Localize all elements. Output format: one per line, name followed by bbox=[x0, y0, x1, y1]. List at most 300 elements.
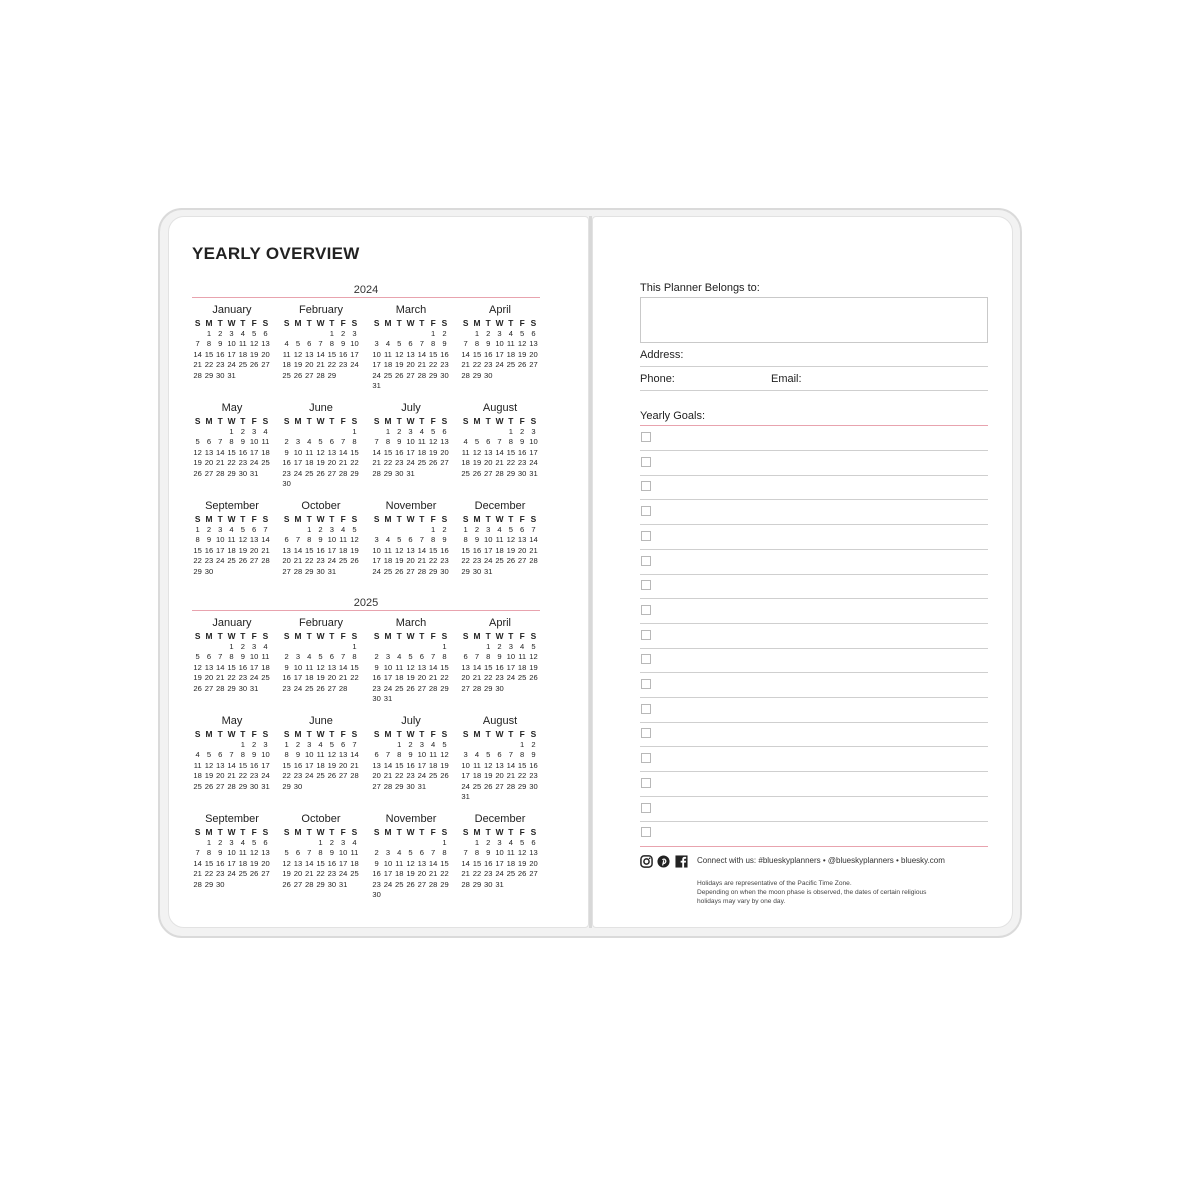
day-cell: 14 bbox=[472, 662, 482, 672]
day-cell: 20 bbox=[495, 771, 504, 781]
day-cell: 9 bbox=[486, 848, 491, 858]
day-cell: 1 bbox=[329, 329, 334, 338]
phone-email-line[interactable] bbox=[640, 390, 988, 391]
day-cell: 24 bbox=[216, 556, 225, 566]
email-label: Email: bbox=[771, 373, 802, 385]
day-cell: 8 bbox=[442, 652, 447, 662]
day-cell: 16 bbox=[495, 662, 504, 672]
day-cell: 25 bbox=[316, 771, 325, 781]
weekday-header: M bbox=[205, 631, 213, 641]
day-cell: 5 bbox=[329, 740, 334, 749]
day-cell: 30 bbox=[440, 566, 449, 576]
day-cell: 13 bbox=[327, 447, 337, 457]
weekday-header: T bbox=[329, 729, 335, 739]
day-cell: 2 bbox=[497, 642, 502, 651]
day-cell: 8 bbox=[307, 535, 312, 545]
day-cell: 10 bbox=[406, 437, 415, 447]
goal-checkbox[interactable] bbox=[641, 531, 651, 541]
day-cell: 26 bbox=[440, 771, 449, 781]
day-cell: 6 bbox=[520, 525, 525, 534]
day-cell: 9 bbox=[442, 535, 447, 545]
month-calendar bbox=[460, 402, 540, 497]
month-name: November bbox=[385, 813, 437, 825]
goal-line[interactable] bbox=[640, 450, 988, 451]
day-cell: 18 bbox=[338, 545, 348, 555]
day-cell: 17 bbox=[216, 545, 225, 555]
weekday-header: S bbox=[283, 318, 290, 328]
page-title: YEARLY OVERVIEW bbox=[192, 244, 360, 263]
day-cell: 13 bbox=[517, 535, 527, 545]
goal-line[interactable] bbox=[640, 549, 988, 550]
day-cell: 9 bbox=[318, 535, 323, 545]
day-cell: 4 bbox=[397, 848, 402, 858]
day-cell: 26 bbox=[193, 468, 202, 478]
day-cell: 21 bbox=[261, 545, 270, 555]
goal-checkbox[interactable] bbox=[641, 506, 651, 516]
day-cell: 29 bbox=[193, 566, 202, 576]
weekday-header: F bbox=[251, 416, 257, 426]
day-cell: 12 bbox=[350, 535, 359, 545]
day-cell: 28 bbox=[338, 683, 348, 693]
day-cell: 16 bbox=[216, 349, 225, 359]
day-cell: 26 bbox=[517, 869, 527, 879]
day-cell: 11 bbox=[305, 662, 314, 672]
weekday-header: S bbox=[373, 631, 380, 641]
day-cell: 13 bbox=[338, 750, 348, 760]
day-cell: 5 bbox=[295, 339, 301, 349]
day-cell: 14 bbox=[461, 858, 470, 868]
day-cell: 20 bbox=[204, 458, 214, 468]
goal-checkbox[interactable] bbox=[641, 630, 651, 640]
goal-line[interactable] bbox=[640, 697, 988, 698]
day-cell: 19 bbox=[472, 458, 482, 468]
day-cell: 11 bbox=[506, 339, 515, 349]
facebook-icon[interactable] bbox=[675, 855, 688, 868]
goal-checkbox[interactable] bbox=[641, 654, 651, 664]
day-cell: 23 bbox=[440, 556, 449, 566]
weekday-header: T bbox=[306, 514, 312, 524]
month-calendar bbox=[281, 715, 361, 810]
goal-checkbox[interactable] bbox=[641, 704, 651, 714]
day-cell: 11 bbox=[339, 535, 348, 545]
day-cell: 2 bbox=[240, 427, 245, 436]
day-cell: 15 bbox=[472, 349, 482, 359]
holiday-note-2: Depending on when the moon phase is observed, the dates of certain religious bbox=[697, 889, 927, 896]
day-cell: 18 bbox=[506, 349, 516, 359]
weekday-header: M bbox=[205, 514, 213, 524]
weekday-header: S bbox=[351, 827, 358, 837]
day-cell: 12 bbox=[440, 750, 449, 760]
year-label: 2024 bbox=[353, 284, 379, 296]
day-cell: 21 bbox=[428, 869, 438, 879]
day-cell: 10 bbox=[372, 545, 381, 555]
pinterest-icon[interactable] bbox=[657, 855, 670, 868]
day-cell: 12 bbox=[484, 760, 493, 770]
day-cell: 29 bbox=[204, 879, 214, 889]
day-cell: 6 bbox=[486, 437, 491, 447]
day-cell: 3 bbox=[352, 329, 357, 338]
day-cell: 29 bbox=[484, 683, 493, 693]
day-cell: 8 bbox=[520, 750, 525, 760]
day-cell: 29 bbox=[472, 879, 482, 889]
weekday-header: S bbox=[351, 514, 358, 524]
day-cell: 26 bbox=[249, 869, 259, 879]
day-cell: 5 bbox=[520, 838, 525, 847]
day-cell: 21 bbox=[350, 760, 359, 770]
day-cell: 7 bbox=[463, 848, 468, 858]
day-cell: 20 bbox=[406, 360, 415, 370]
goal-line[interactable] bbox=[640, 499, 988, 500]
day-cell: 18 bbox=[282, 360, 291, 370]
day-cell: 28 bbox=[495, 468, 504, 478]
day-cell: 7 bbox=[352, 740, 357, 749]
day-cell: 29 bbox=[440, 683, 449, 693]
day-cell: 11 bbox=[395, 662, 404, 672]
day-cell: 11 bbox=[316, 750, 325, 760]
goal-line[interactable] bbox=[640, 821, 988, 822]
month-name: December bbox=[474, 500, 526, 512]
weekday-header: M bbox=[473, 416, 481, 426]
day-cell: 2 bbox=[442, 329, 447, 338]
day-cell: 5 bbox=[195, 437, 200, 447]
day-cell: 13 bbox=[249, 535, 259, 545]
day-cell: 18 bbox=[227, 545, 236, 555]
month-name: October bbox=[301, 500, 341, 512]
month-name: December bbox=[474, 813, 526, 825]
day-cell: 31 bbox=[417, 781, 427, 791]
day-cell: 18 bbox=[506, 858, 516, 868]
day-cell: 17 bbox=[529, 447, 538, 457]
day-cell: 7 bbox=[295, 535, 301, 545]
goal-line[interactable] bbox=[640, 574, 988, 575]
day-cell: 5 bbox=[352, 525, 357, 534]
address-line[interactable] bbox=[640, 366, 988, 367]
day-cell: 20 bbox=[529, 349, 538, 359]
weekday-header: S bbox=[194, 514, 201, 524]
day-cell: 1 bbox=[486, 642, 491, 651]
day-cell: 17 bbox=[506, 662, 516, 672]
day-cell: 14 bbox=[216, 662, 225, 672]
day-cell: 10 bbox=[495, 339, 504, 349]
day-cell: 12 bbox=[517, 339, 527, 349]
day-cell: 15 bbox=[440, 858, 449, 868]
day-cell: 22 bbox=[440, 869, 449, 879]
goal-checkbox[interactable] bbox=[641, 580, 651, 590]
day-cell: 1 bbox=[442, 642, 447, 651]
day-cell: 16 bbox=[406, 760, 415, 770]
weekday-header: S bbox=[530, 514, 537, 524]
day-cell: 28 bbox=[316, 370, 325, 380]
goal-checkbox[interactable] bbox=[641, 803, 651, 813]
day-cell: 27 bbox=[461, 683, 470, 693]
day-cell: 4 bbox=[195, 750, 200, 760]
weekday-header: T bbox=[508, 631, 514, 641]
day-cell: 5 bbox=[318, 437, 323, 447]
day-cell: 29 bbox=[350, 468, 359, 478]
day-cell: 20 bbox=[417, 869, 427, 879]
day-cell: 24 bbox=[327, 556, 337, 566]
day-cell: 4 bbox=[463, 437, 468, 447]
day-cell: 27 bbox=[282, 566, 291, 576]
day-cell: 7 bbox=[229, 750, 234, 760]
goal-checkbox[interactable] bbox=[641, 556, 651, 566]
day-cell: 11 bbox=[384, 545, 392, 555]
goal-checkbox[interactable] bbox=[641, 432, 651, 442]
day-cell: 1 bbox=[431, 525, 436, 534]
goal-line[interactable] bbox=[640, 648, 988, 649]
goal-checkbox[interactable] bbox=[641, 457, 651, 467]
day-cell: 21 bbox=[293, 556, 303, 566]
holiday-note-1: Holidays are representative of the Pacific Time Zone. bbox=[697, 880, 852, 887]
day-cell: 13 bbox=[440, 437, 449, 447]
day-cell: 31 bbox=[406, 468, 415, 478]
day-cell: 25 bbox=[238, 869, 248, 879]
day-cell: 4 bbox=[520, 642, 525, 651]
weekday-header: T bbox=[217, 318, 223, 328]
day-cell: 22 bbox=[428, 556, 438, 566]
day-cell: 27 bbox=[417, 683, 427, 693]
weekday-header: W bbox=[406, 416, 415, 426]
day-cell: 1 bbox=[318, 838, 323, 847]
weekday-header: S bbox=[373, 729, 380, 739]
day-cell: 28 bbox=[216, 683, 225, 693]
goal-line[interactable] bbox=[640, 722, 988, 723]
day-cell: 18 bbox=[428, 760, 438, 770]
day-cell: 18 bbox=[238, 349, 248, 359]
weekday-header: M bbox=[384, 318, 392, 328]
day-cell: 23 bbox=[529, 771, 538, 781]
day-cell: 16 bbox=[529, 760, 538, 770]
day-cell: 27 bbox=[440, 458, 449, 468]
day-cell: 19 bbox=[517, 349, 527, 359]
weekday-header: S bbox=[194, 827, 201, 837]
owner-name-field[interactable] bbox=[640, 297, 988, 343]
phone-label: Phone: bbox=[640, 373, 675, 385]
address-label: Address: bbox=[640, 349, 684, 361]
goal-line[interactable] bbox=[640, 598, 988, 599]
day-cell: 19 bbox=[249, 858, 259, 868]
day-cell: 25 bbox=[193, 781, 202, 791]
day-cell: 12 bbox=[293, 349, 303, 359]
day-cell: 19 bbox=[204, 771, 214, 781]
day-cell: 30 bbox=[316, 566, 325, 576]
day-cell: 23 bbox=[293, 771, 303, 781]
day-cell: 21 bbox=[417, 556, 427, 566]
day-cell: 16 bbox=[327, 858, 337, 868]
day-cell: 23 bbox=[338, 360, 348, 370]
month-calendar bbox=[371, 500, 451, 595]
day-cell: 14 bbox=[261, 535, 270, 545]
goal-checkbox[interactable] bbox=[641, 605, 651, 615]
day-cell: 25 bbox=[261, 673, 270, 683]
day-cell: 5 bbox=[252, 329, 257, 338]
weekday-header: W bbox=[227, 827, 236, 837]
day-cell: 3 bbox=[295, 652, 301, 662]
day-cell: 3 bbox=[263, 740, 268, 749]
day-cell: 17 bbox=[383, 869, 393, 879]
weekday-header: T bbox=[240, 318, 246, 328]
day-cell: 13 bbox=[372, 760, 381, 770]
goal-checkbox[interactable] bbox=[641, 753, 651, 763]
day-cell: 31 bbox=[372, 381, 381, 390]
day-cell: 12 bbox=[282, 858, 291, 868]
day-cell: 9 bbox=[531, 750, 536, 760]
day-cell: 27 bbox=[204, 468, 214, 478]
day-cell: 22 bbox=[227, 458, 236, 468]
day-cell: 7 bbox=[318, 339, 323, 349]
day-cell: 7 bbox=[218, 437, 223, 447]
day-cell: 18 bbox=[395, 673, 404, 683]
month-calendar bbox=[460, 715, 540, 810]
day-cell: 14 bbox=[350, 750, 359, 760]
day-cell: 20 bbox=[305, 360, 314, 370]
weekday-header: T bbox=[419, 729, 425, 739]
day-cell: 11 bbox=[305, 447, 314, 457]
day-cell: 16 bbox=[238, 662, 248, 672]
day-cell: 7 bbox=[508, 750, 513, 760]
day-cell: 10 bbox=[305, 750, 314, 760]
day-cell: 13 bbox=[417, 662, 427, 672]
goal-line[interactable] bbox=[640, 524, 988, 525]
goal-line[interactable] bbox=[640, 796, 988, 797]
weekday-header: S bbox=[283, 416, 290, 426]
day-cell: 24 bbox=[249, 673, 259, 683]
day-cell: 3 bbox=[419, 740, 424, 749]
day-cell: 10 bbox=[383, 662, 393, 672]
weekday-header: W bbox=[406, 514, 415, 524]
instagram-icon[interactable] bbox=[640, 855, 653, 868]
goal-checkbox[interactable] bbox=[641, 728, 651, 738]
goal-checkbox[interactable] bbox=[641, 481, 651, 491]
day-cell: 9 bbox=[284, 447, 289, 457]
weekday-header: S bbox=[283, 631, 290, 641]
day-cell: 1 bbox=[431, 329, 436, 338]
goal-checkbox[interactable] bbox=[641, 778, 651, 788]
day-cell: 10 bbox=[293, 662, 303, 672]
day-cell: 6 bbox=[252, 525, 257, 534]
month-name: February bbox=[298, 617, 344, 629]
day-cell: 1 bbox=[284, 740, 289, 749]
day-cell: 29 bbox=[282, 781, 291, 791]
day-cell: 9 bbox=[295, 750, 301, 760]
day-cell: 28 bbox=[461, 370, 470, 380]
day-cell: 22 bbox=[238, 771, 248, 781]
weekday-header: S bbox=[373, 827, 380, 837]
day-cell: 1 bbox=[240, 740, 245, 749]
day-cell: 4 bbox=[318, 740, 323, 749]
day-cell: 14 bbox=[338, 662, 348, 672]
day-cell: 21 bbox=[372, 458, 381, 468]
day-cell: 20 bbox=[327, 673, 337, 683]
day-cell: 25 bbox=[383, 566, 393, 576]
day-cell: 23 bbox=[216, 360, 225, 370]
day-cell: 23 bbox=[472, 556, 482, 566]
day-cell: 19 bbox=[327, 760, 337, 770]
day-cell: 8 bbox=[229, 437, 234, 447]
day-cell: 19 bbox=[406, 869, 415, 879]
day-cell: 11 bbox=[473, 760, 481, 770]
goal-line[interactable] bbox=[640, 623, 988, 624]
weekday-header: F bbox=[251, 514, 257, 524]
weekday-header: W bbox=[227, 729, 236, 739]
day-cell: 26 bbox=[506, 556, 516, 566]
month-calendar bbox=[281, 813, 361, 908]
day-cell: 17 bbox=[372, 360, 381, 370]
day-cell: 28 bbox=[193, 879, 202, 889]
day-cell: 3 bbox=[497, 838, 502, 847]
day-cell: 29 bbox=[428, 566, 438, 576]
weekday-header: M bbox=[473, 514, 481, 524]
goal-checkbox[interactable] bbox=[641, 679, 651, 689]
day-cell: 27 bbox=[293, 879, 303, 889]
day-cell: 4 bbox=[240, 838, 245, 847]
day-cell: 19 bbox=[350, 545, 359, 555]
day-cell: 31 bbox=[495, 879, 504, 889]
day-cell: 30 bbox=[216, 879, 225, 889]
day-cell: 2 bbox=[318, 525, 323, 534]
day-cell: 26 bbox=[249, 360, 259, 370]
day-cell: 10 bbox=[327, 535, 337, 545]
day-cell: 17 bbox=[372, 556, 381, 566]
day-cell: 4 bbox=[352, 838, 357, 847]
day-cell: 4 bbox=[263, 427, 268, 436]
day-cell: 28 bbox=[417, 566, 427, 576]
day-cell: 20 bbox=[249, 545, 259, 555]
day-cell: 19 bbox=[529, 662, 538, 672]
goal-line[interactable] bbox=[640, 672, 988, 673]
day-cell: 11 bbox=[261, 437, 270, 447]
day-cell: 23 bbox=[440, 360, 449, 370]
day-cell: 13 bbox=[261, 339, 270, 349]
day-cell: 22 bbox=[227, 673, 236, 683]
day-cell: 16 bbox=[338, 349, 348, 359]
day-cell: 9 bbox=[408, 750, 413, 760]
day-cell: 22 bbox=[440, 673, 449, 683]
day-cell: 20 bbox=[406, 556, 415, 566]
weekday-header: W bbox=[316, 729, 325, 739]
day-cell: 26 bbox=[484, 781, 493, 791]
day-cell: 12 bbox=[249, 848, 259, 858]
goal-line[interactable] bbox=[640, 475, 988, 476]
day-cell: 16 bbox=[316, 545, 325, 555]
day-cell: 3 bbox=[329, 525, 334, 534]
day-cell: 17 bbox=[249, 447, 259, 457]
day-cell: 8 bbox=[431, 535, 436, 545]
day-cell: 23 bbox=[372, 683, 381, 693]
month-calendar bbox=[192, 304, 272, 399]
day-cell: 25 bbox=[305, 683, 314, 693]
day-cell: 15 bbox=[305, 545, 314, 555]
weekday-header: F bbox=[340, 729, 346, 739]
day-cell: 16 bbox=[472, 545, 482, 555]
weekday-header: S bbox=[373, 416, 380, 426]
day-cell: 29 bbox=[395, 781, 404, 791]
month-name: November bbox=[385, 500, 437, 512]
day-cell: 22 bbox=[350, 673, 359, 683]
day-cell: 23 bbox=[204, 556, 214, 566]
day-cell: 2 bbox=[486, 329, 491, 338]
day-cell: 7 bbox=[497, 437, 502, 447]
weekday-header: W bbox=[495, 318, 504, 328]
goal-line[interactable] bbox=[640, 746, 988, 747]
day-cell: 2 bbox=[252, 740, 257, 749]
day-cell: 23 bbox=[484, 869, 493, 879]
goal-checkbox[interactable] bbox=[641, 827, 651, 837]
month-calendar bbox=[371, 617, 451, 712]
day-cell: 5 bbox=[206, 750, 212, 760]
day-cell: 27 bbox=[417, 879, 427, 889]
goal-line[interactable] bbox=[640, 771, 988, 772]
